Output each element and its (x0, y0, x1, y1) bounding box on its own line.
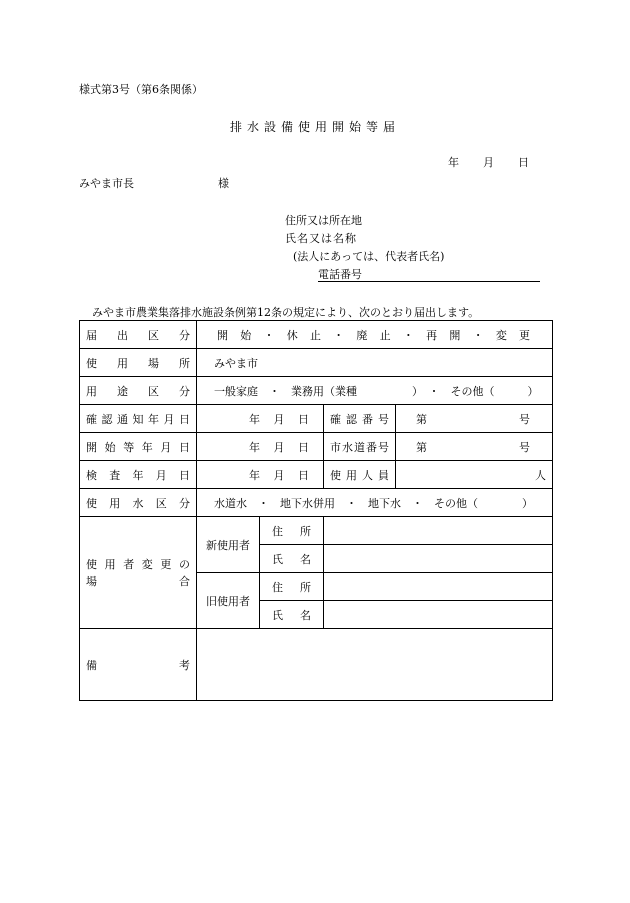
confirmation-date-label: 確 認 通 知 年 月 日 (80, 405, 197, 433)
water-number-label: 市 水 道 番 号 (324, 433, 396, 461)
name-label: 氏名又は名称 (285, 232, 357, 245)
form-title: 排水設備使用開始等届 (229, 120, 400, 134)
remarks-row (80, 629, 553, 701)
addressee: みやま市長 (79, 177, 134, 190)
usage-location-label: 使 用 場 所 (80, 349, 197, 377)
corp-note: (法人にあっては、代表者氏名) (293, 250, 445, 263)
notification-type-options[interactable]: 開 始 ・ 休 止 ・ 廃 止 ・ 再 開 ・ 変 更 (197, 321, 553, 349)
preamble: みやま市農業集落排水施設条例第12条の規定により、次のとおり届出します。 (92, 306, 480, 319)
water-source-row (80, 489, 553, 517)
water-source-label: 使 用 水 区 分 (80, 489, 197, 517)
old-user-address-field[interactable] (324, 573, 553, 601)
water-number-field[interactable]: 第 号 (396, 433, 553, 461)
remarks-field[interactable] (197, 629, 553, 701)
address-label: 住所又は所在地 (285, 214, 362, 227)
confirmation-row (80, 405, 553, 433)
occupants-label: 使 用 人 員 (324, 461, 396, 489)
new-user-name-label: 氏 名 (260, 545, 324, 573)
confirmation-number-label: 確 認 番 号 (324, 405, 396, 433)
new-user-address-label: 住 所 (260, 517, 324, 545)
new-user-address-field[interactable] (324, 517, 553, 545)
inspection-row (80, 461, 553, 489)
inspection-date-label: 検 査 年 月 日 (80, 461, 197, 489)
date-year-label: 年 (448, 156, 459, 169)
usage-location-value[interactable]: みやま市 (197, 349, 553, 377)
date-month-label: 月 (483, 156, 494, 169)
start-date-field[interactable]: 年 月 日 (197, 433, 324, 461)
old-user-name-field[interactable] (324, 601, 553, 629)
notification-type-row (80, 321, 553, 349)
notification-type-label: 届 出 区 分 (80, 321, 197, 349)
form-table (79, 320, 553, 701)
old-user-name-label: 氏 名 (260, 601, 324, 629)
user-change-label: 使 用 者 変 更 の 場 合 (80, 517, 197, 629)
phone-underline (318, 281, 540, 282)
confirmation-date-field[interactable]: 年 月 日 (197, 405, 324, 433)
new-user-name-field[interactable] (324, 545, 553, 573)
start-date-label: 開 始 等 年 月 日 (80, 433, 197, 461)
new-user-label: 新使用者 (197, 517, 260, 573)
form-number: 様式第3号（第6条関係） (79, 83, 203, 96)
inspection-date-field[interactable]: 年 月 日 (197, 461, 324, 489)
usage-category-label: 用 途 区 分 (80, 377, 197, 405)
old-user-address-label: 住 所 (260, 573, 324, 601)
usage-category-options[interactable]: 一般家庭 ・ 業務用（業種 ） ・ その他（ ） (197, 377, 553, 405)
remarks-label: 備 考 (80, 629, 197, 701)
usage-location-row (80, 349, 553, 377)
usage-category-row (80, 377, 553, 405)
occupants-field[interactable]: 人 (396, 461, 553, 489)
start-row (80, 433, 553, 461)
old-user-label: 旧使用者 (197, 573, 260, 629)
water-source-options[interactable]: 水道水 ・ 地下水併用 ・ 地下水 ・ その他（ ） (197, 489, 553, 517)
change-row-1 (80, 517, 553, 545)
phone-label: 電話番号 (318, 268, 362, 281)
honorific: 様 (218, 177, 229, 190)
date-day-label: 日 (518, 156, 529, 169)
confirmation-number-field[interactable]: 第 号 (396, 405, 553, 433)
